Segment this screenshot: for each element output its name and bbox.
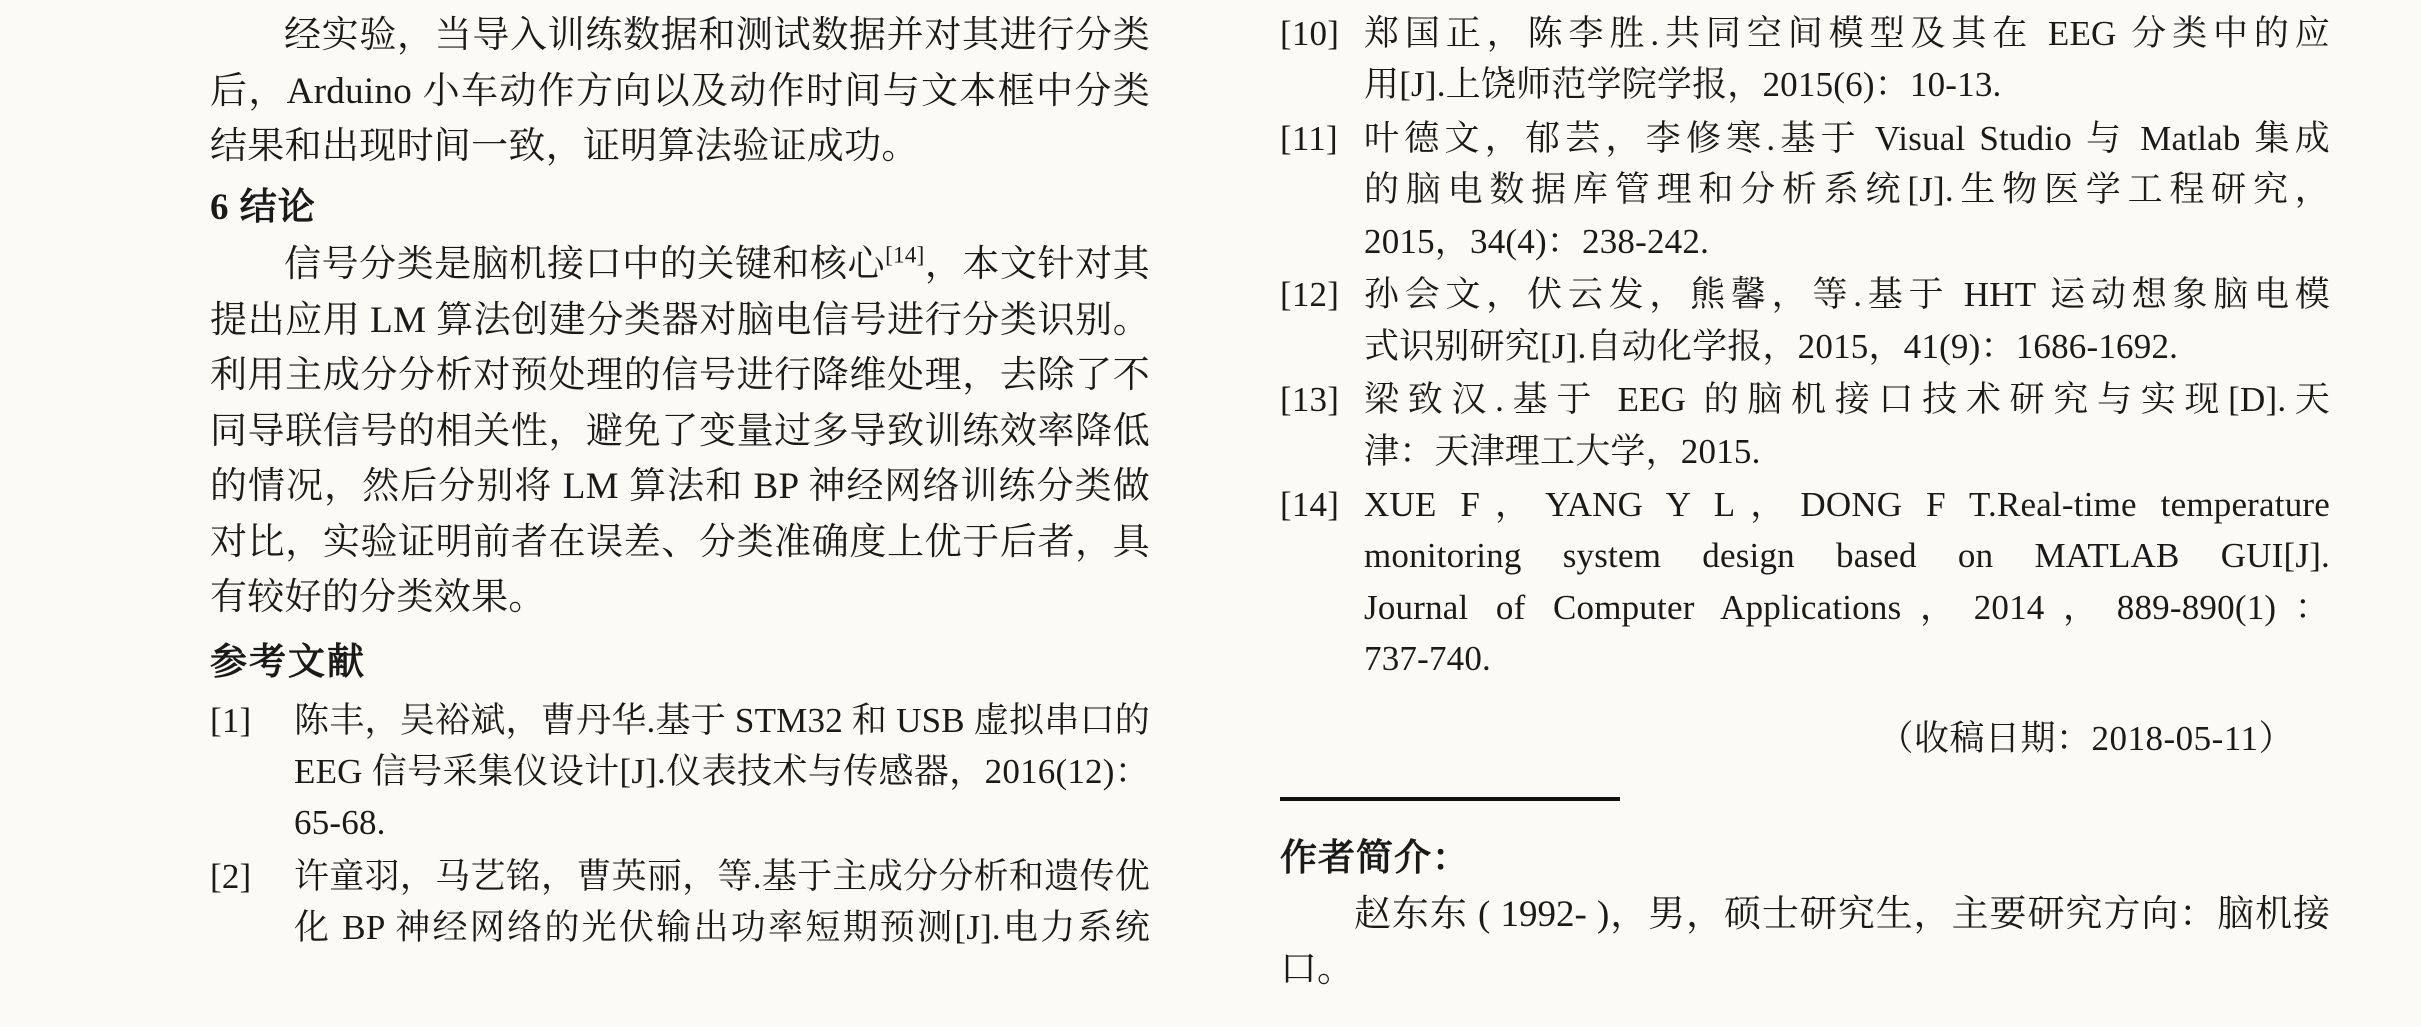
- conclusion-text-part2: ，本文针对其提出应用 LM 算法创建分类器对脑电信号进行分类识别。利用主成分分析对预处理的信号进行降维处理，去除了不同导联信号的相关性，避免了变量过多导致训练效率降低的情况，然后分别将 LM 算法和 BP 神经网络训练分类做对比，实验证明前者在误差、分类准确度上优于后者，具有较好的分类效果。: [210, 244, 1150, 619]
- author-bio-text: 赵东东 ( 1992- )，男，硕士研究生，主要研究方向：脑机接口。: [1280, 893, 2330, 991]
- reference-text: 郑国正，陈李胜.共同空间模型及其在 EEG 分类中的应 用[J].上饶师范学院学报，2015(6)：10-13.: [1364, 14, 2330, 105]
- section-heading-conclusion: 6 结论: [210, 186, 316, 228]
- conclusion-text-part1: 信号分类是脑机接口中的关键和核心: [284, 244, 886, 286]
- references-heading: 参考文献: [210, 641, 366, 683]
- reference-text: XUE F，YANG Y L，DONG F T.Real-time temperature monitoring system design based on MATLAB GUI[J]. Journal of Computer Applications，2014，889-890(1)： 737-740.: [1364, 484, 2330, 679]
- conclusion-paragraph: [210, 237, 1150, 626]
- reference-number: [11]: [1280, 118, 1338, 158]
- reference-item-1: [210, 695, 1150, 849]
- reference-text: 陈丰，吴裕斌，曹丹华.基于 STM32 和 USB 虚拟串口的 EEG 信号采集仪设计[J].仪表技术与传感器，2016(12)： 65-68.: [294, 700, 1150, 843]
- citation-marker-14: [14]: [885, 242, 925, 268]
- section-divider: [1280, 797, 1620, 801]
- reference-item-2: [210, 851, 1150, 954]
- reference-number: [2]: [210, 856, 252, 896]
- reference-item-10: [1280, 8, 2330, 111]
- reference-number: [12]: [1280, 275, 1340, 315]
- reference-text: 许童羽，马艺铭，曹英丽，等.基于主成分分析和遗传优 化 BP 神经网络的光伏输出功率短期预测[J].电力系统: [294, 856, 1150, 948]
- conclusion-intro-paragraph: 经实验，当导入训练数据和测试数据并对其进行分类后，Arduino 小车动作方向以及动作时间与文本框中分类结果和出现时间一致，证明算法验证成功。: [210, 15, 1150, 167]
- reference-item-11: [1280, 113, 2330, 267]
- reference-number: [10]: [1280, 14, 1340, 53]
- left-column: [40, 8, 1150, 1027]
- right-column: [1220, 8, 2330, 1027]
- reference-text: 叶德文，郁芸，李修寒.基于 Visual Studio 与 Matlab 集成 的脑电数据库管理和分析系统[J].生物医学工程研究， 2015，34(4)：238-242.: [1364, 118, 2330, 261]
- reference-number: [13]: [1280, 380, 1340, 420]
- author-bio-heading: 作者简介：: [1280, 837, 1470, 879]
- reference-text: 梁致汉.基于 EEG 的脑机接口技术研究与实现[D].天 津：天津理工大学，2015.: [1364, 380, 2330, 471]
- received-date: （收稿日期：2018-05-11）: [1878, 718, 2294, 758]
- reference-item-12: [1280, 269, 2330, 372]
- reference-number: [14]: [1280, 484, 1340, 524]
- reference-item-14: [1280, 479, 2330, 685]
- reference-item-13: [1280, 374, 2330, 477]
- reference-number: [1]: [210, 700, 252, 740]
- reference-text: 孙会文，伏云发，熊馨，等.基于 HHT 运动想象脑电模 式识别研究[J].自动化学报，2015，41(9)：1686-1692.: [1364, 275, 2330, 366]
